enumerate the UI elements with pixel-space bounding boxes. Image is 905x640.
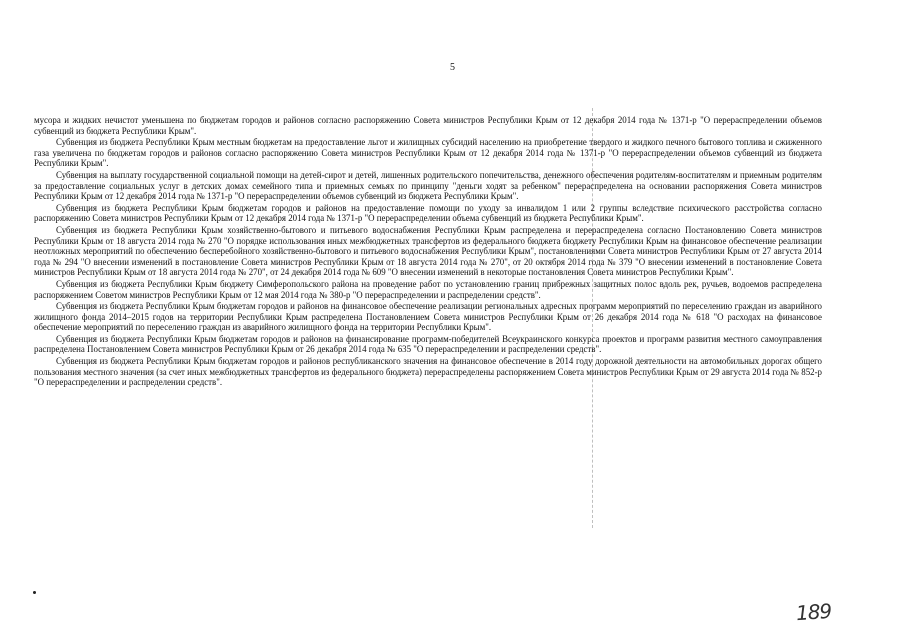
- paragraph: Субвенция из бюджета Республики Крым бюджетам городов и районов на финансирование программ-победителей Всеукраинского конкурса проектов и программ развития местного самоуправления распределена Постановлением Совета министров Республики Крым от 26 декабря 2014 года № 635 "О перераспределении и распределении средств".: [34, 333, 822, 355]
- paragraph: Субвенция из бюджета Республики Крым бюджетам городов и районов на предоставление помощи по уходу за инвалидом 1 или 2 группы вследствие психического расстройства согласно распоряжению Совета министров Республики Крым от 12 декабря 2014 года № 1371-р "О перераспределении объема субвенций из бюджета Республики Крым".: [34, 202, 822, 224]
- paragraph: Субвенция из бюджета Республики Крым хозяйственно-бытового и питьевого водоснабжения Республики Крым распределена и перераспределена согласно Постановлению Совета министров Республики Крым от 18 августа 2014 года № 270 "О порядке использования иных межбюджетных трансфертов из федерального бюджета бюджету Республики Крым на финансовое обеспечение реализации неотложных мероприятий по обеспечению бесперебойного хозяйственно-бытового и питьевого водоснабжения Республики Крым", постановлениями Совета министров Республики Крым от 27 августа 2014 года № 294 "О внесении изменений в постановление Совета министров Республики Крым от 18 августа 2014 года № 270", от 20 октября 2014 года № 379 "О внесении изменений в постановление Совета министров Республики Крым от 18 августа 2014 года № 270", от 24 декабря 2014 года № 609 "О внесении изменений в некоторые постановления Совета министров Республики Крым".: [34, 224, 822, 278]
- paragraph: Субвенция из бюджета Республики Крым местным бюджетам на предоставление льгот и жилищных субсидий населению на приобретение твердого и жидкого печного бытового топлива и сжиженного газа увеличена по бюджетам городов и районов согласно распоряжению Совета министров Республики Крым от 12 декабря 2014 года № 1371-р "О перераспределении объемов субвенций из бюджета Республики Крым".: [34, 137, 822, 169]
- paragraph: Субвенция на выплату государственной социальной помощи на детей-сирот и детей, лишенных родительского попечительства, денежного обеспечения родителям-воспитателям и приемным родителям за предоставление социальных услуг в детских домах семейного типа и приемных семьях по принципу "деньги ходят за ребенком" перераспределена на основании распоряжения Совета министров Республики Крым от 12 декабря 2014 года № 1371-р "О перераспределении объемов субвенций из бюджета Республики Крым".: [34, 169, 822, 202]
- document-body: [34, 115, 822, 389]
- handwritten-page-number: 189: [795, 598, 832, 626]
- scan-mark: [33, 591, 36, 594]
- paragraph: Субвенция из бюджета Республики Крым бюджету Симферопольского района на проведение работ по установлению границ прибрежных защитных полос вдоль рек, ручьев, водоемов распределена распоряжением Советом министров Республики Крым от 12 мая 2014 года № 380-р "О перераспределении и распределении средств".: [34, 278, 822, 300]
- paragraph: Субвенция из бюджета Республики Крым бюджетам городов и районов республиканского значения на финансовое обеспечение в 2014 году дорожной деятельности на автомобильных дорогах общего пользования местного значения (за счет иных межбюджетных трансфертов из федерального бюджета) перераспределены распоряжением Совета министров Республики Крым от 29 августа 2014 года № 852-р "О перераспределении и распределении средств".: [34, 356, 822, 388]
- page-number: 5: [450, 62, 455, 73]
- paragraph: мусора и жидких нечистот уменьшена по бюджетам городов и районов согласно распоряжению Совета министров Республики Крым от 12 декабря 2014 года № 1371-р "О перераспределении объемов субвенций из бюджета Республики Крым".: [34, 115, 822, 136]
- paragraph: Субвенция из бюджета Республики Крым бюджетам городов и районов на финансовое обеспечение реализации региональных адресных программ мероприятий по переселению граждан из аварийного жилищного фонда 2014–2015 годов на территории Республики Крым распределена Постановлением Совета министров Республики Крым от 26 декабря 2014 года № 618 "О расходах на финансовое обеспечение мероприятий по переселению граждан из аварийного жилищного фонда на территории Республики Крым".: [34, 301, 822, 333]
